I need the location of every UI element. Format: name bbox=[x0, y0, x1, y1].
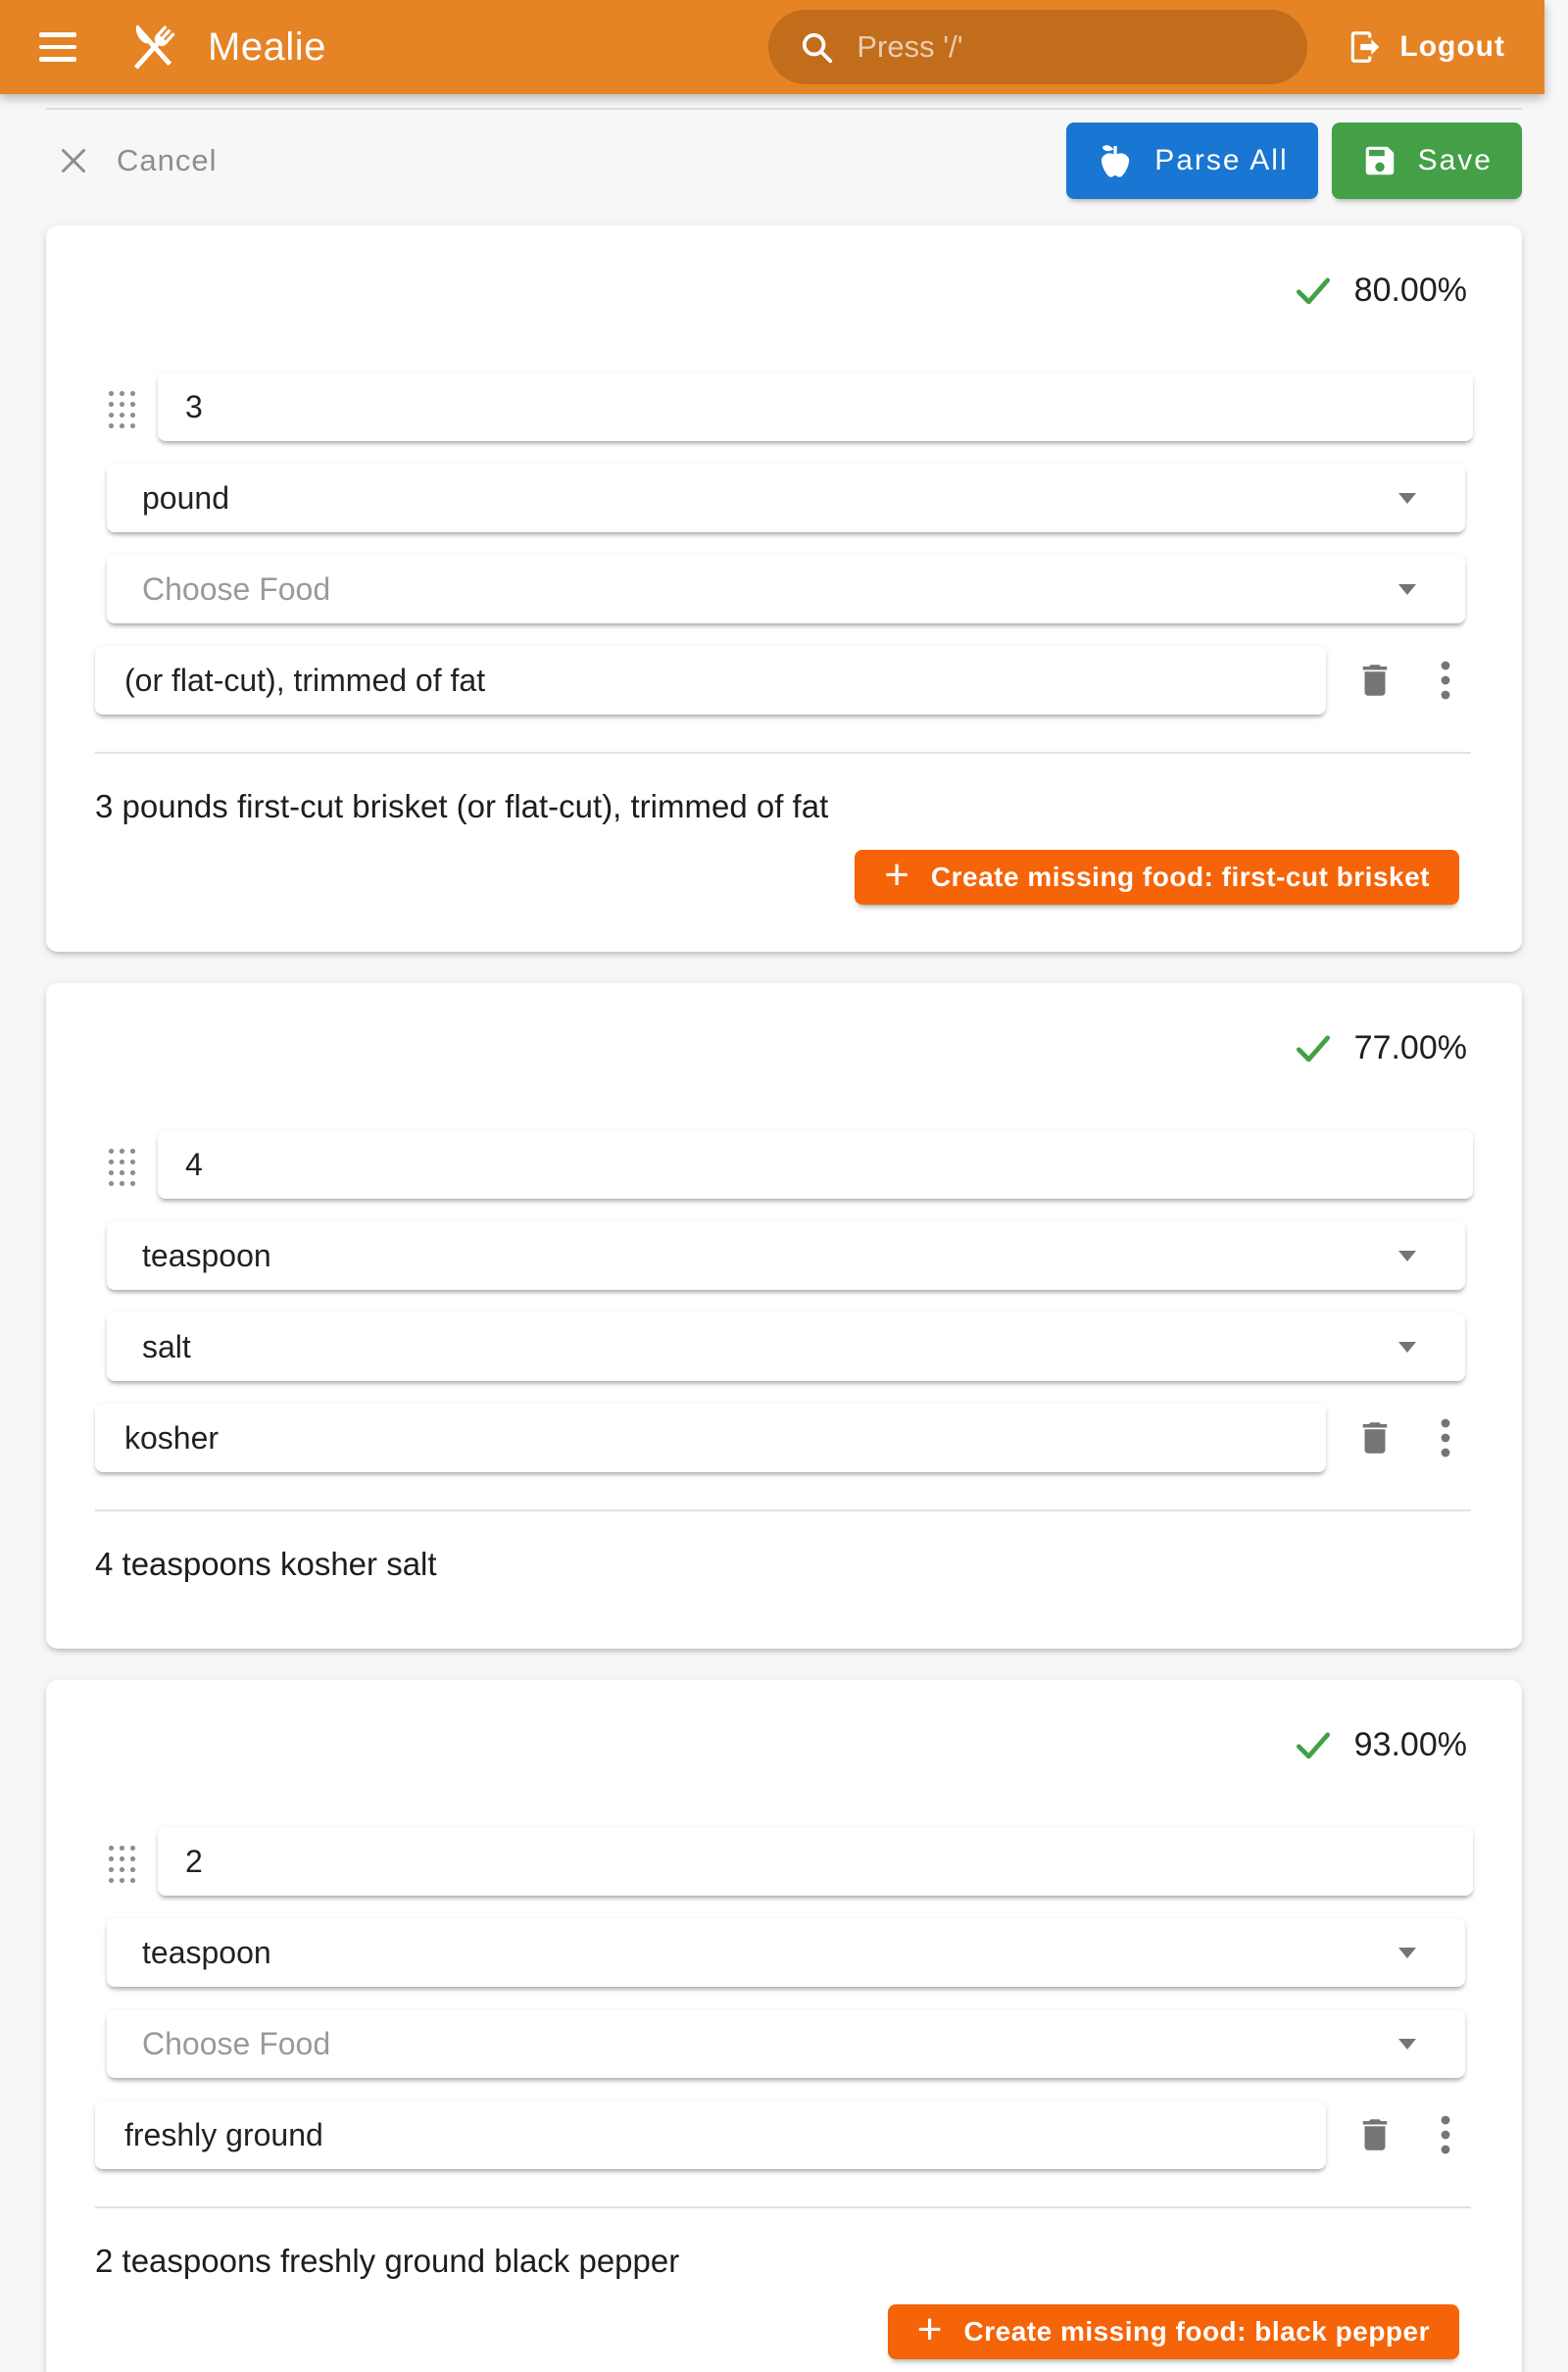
kebab-menu-icon bbox=[1440, 1416, 1451, 1459]
trash-icon bbox=[1354, 1417, 1396, 1458]
kebab-menu-icon bbox=[1440, 2113, 1451, 2156]
confidence-row bbox=[93, 267, 1475, 314]
section-divider bbox=[46, 108, 1522, 110]
check-icon bbox=[1292, 269, 1335, 312]
food-select[interactable] bbox=[107, 1312, 1465, 1381]
kebab-menu-icon bbox=[1440, 659, 1451, 702]
chevron-down-icon bbox=[1398, 1342, 1416, 1353]
create-missing-food-label: Create missing food: black pepper bbox=[963, 2316, 1430, 2347]
food-value: salt bbox=[142, 1328, 191, 1364]
create-missing-food-label: Create missing food: first-cut brisket bbox=[930, 862, 1430, 892]
editor-toolbar bbox=[46, 122, 1522, 200]
search-input[interactable] bbox=[768, 10, 1307, 84]
delete-button[interactable] bbox=[1351, 1414, 1398, 1461]
more-options-button[interactable] bbox=[1422, 657, 1469, 704]
original-ingredient-text: 3 pounds first-cut brisket (or flat-cut), trimmed of fat bbox=[95, 788, 829, 824]
search-placeholder: Press '/' bbox=[857, 29, 963, 64]
logout-button[interactable] bbox=[1347, 28, 1505, 66]
confidence-value: 93.00% bbox=[1353, 1725, 1467, 1763]
unit-select[interactable] bbox=[107, 464, 1465, 532]
app-header bbox=[0, 0, 1544, 94]
create-missing-food-button[interactable] bbox=[888, 2304, 1459, 2359]
ingredient-card bbox=[46, 225, 1522, 952]
floppy-save-icon bbox=[1361, 142, 1398, 179]
original-ingredient-text: 2 teaspoons freshly ground black pepper bbox=[95, 2243, 680, 2279]
note-input[interactable] bbox=[95, 1404, 1326, 1472]
delete-button[interactable] bbox=[1351, 657, 1398, 704]
plus-icon: + bbox=[884, 851, 909, 899]
trash-icon bbox=[1354, 660, 1396, 701]
unit-select[interactable] bbox=[107, 1221, 1465, 1290]
parse-all-button[interactable] bbox=[1066, 123, 1317, 199]
note-input[interactable] bbox=[95, 646, 1326, 715]
food-placeholder: Choose Food bbox=[142, 570, 331, 607]
logout-label: Logout bbox=[1399, 30, 1505, 63]
confidence-row bbox=[93, 1721, 1475, 1768]
cancel-label: Cancel bbox=[117, 143, 218, 177]
cancel-button[interactable] bbox=[46, 143, 218, 178]
confidence-value: 77.00% bbox=[1353, 1028, 1467, 1066]
quantity-input[interactable] bbox=[158, 1130, 1473, 1199]
check-icon bbox=[1292, 1723, 1335, 1766]
trash-icon bbox=[1354, 2114, 1396, 2155]
create-missing-food-button[interactable] bbox=[855, 850, 1459, 905]
unit-value: pound bbox=[142, 479, 229, 516]
unit-select[interactable] bbox=[107, 1918, 1465, 1987]
delete-button[interactable] bbox=[1351, 2111, 1398, 2158]
ingredient-card bbox=[46, 1680, 1522, 2372]
more-options-button[interactable] bbox=[1422, 2111, 1469, 2158]
chevron-down-icon bbox=[1398, 1948, 1416, 1958]
apple-icon bbox=[1096, 141, 1135, 180]
food-select[interactable] bbox=[107, 555, 1465, 623]
search-icon bbox=[798, 28, 835, 66]
unit-value: teaspoon bbox=[142, 1237, 271, 1273]
close-icon bbox=[56, 143, 91, 178]
card-divider bbox=[95, 2206, 1471, 2208]
chevron-down-icon bbox=[1398, 493, 1416, 504]
ingredient-card bbox=[46, 983, 1522, 1649]
chevron-down-icon bbox=[1398, 1251, 1416, 1261]
note-input[interactable] bbox=[95, 2100, 1326, 2169]
unit-value: teaspoon bbox=[142, 1934, 271, 1970]
food-select[interactable] bbox=[107, 2009, 1465, 2078]
card-divider bbox=[95, 752, 1471, 754]
crossed-fork-knife-icon bbox=[120, 16, 182, 78]
quantity-input[interactable] bbox=[158, 1827, 1473, 1896]
check-icon bbox=[1292, 1026, 1335, 1069]
chevron-down-icon bbox=[1398, 2039, 1416, 2050]
drag-handle-icon[interactable] bbox=[105, 1143, 136, 1186]
hamburger-menu-icon[interactable] bbox=[39, 24, 86, 71]
app-title: Mealie bbox=[208, 25, 326, 69]
parse-all-label: Parse All bbox=[1154, 144, 1289, 176]
food-placeholder: Choose Food bbox=[142, 2025, 331, 2061]
plus-icon: + bbox=[916, 2305, 943, 2353]
card-divider bbox=[95, 1509, 1471, 1511]
more-options-button[interactable] bbox=[1422, 1414, 1469, 1461]
drag-handle-icon[interactable] bbox=[105, 385, 136, 428]
original-ingredient-text: 4 teaspoons kosher salt bbox=[95, 1546, 437, 1582]
quantity-input[interactable] bbox=[158, 372, 1473, 441]
confidence-value: 80.00% bbox=[1353, 271, 1467, 309]
confidence-row bbox=[93, 1024, 1475, 1071]
drag-handle-icon[interactable] bbox=[105, 1840, 136, 1883]
chevron-down-icon bbox=[1398, 584, 1416, 595]
save-button[interactable] bbox=[1332, 123, 1522, 199]
logout-icon bbox=[1347, 28, 1384, 66]
save-label: Save bbox=[1417, 144, 1493, 176]
